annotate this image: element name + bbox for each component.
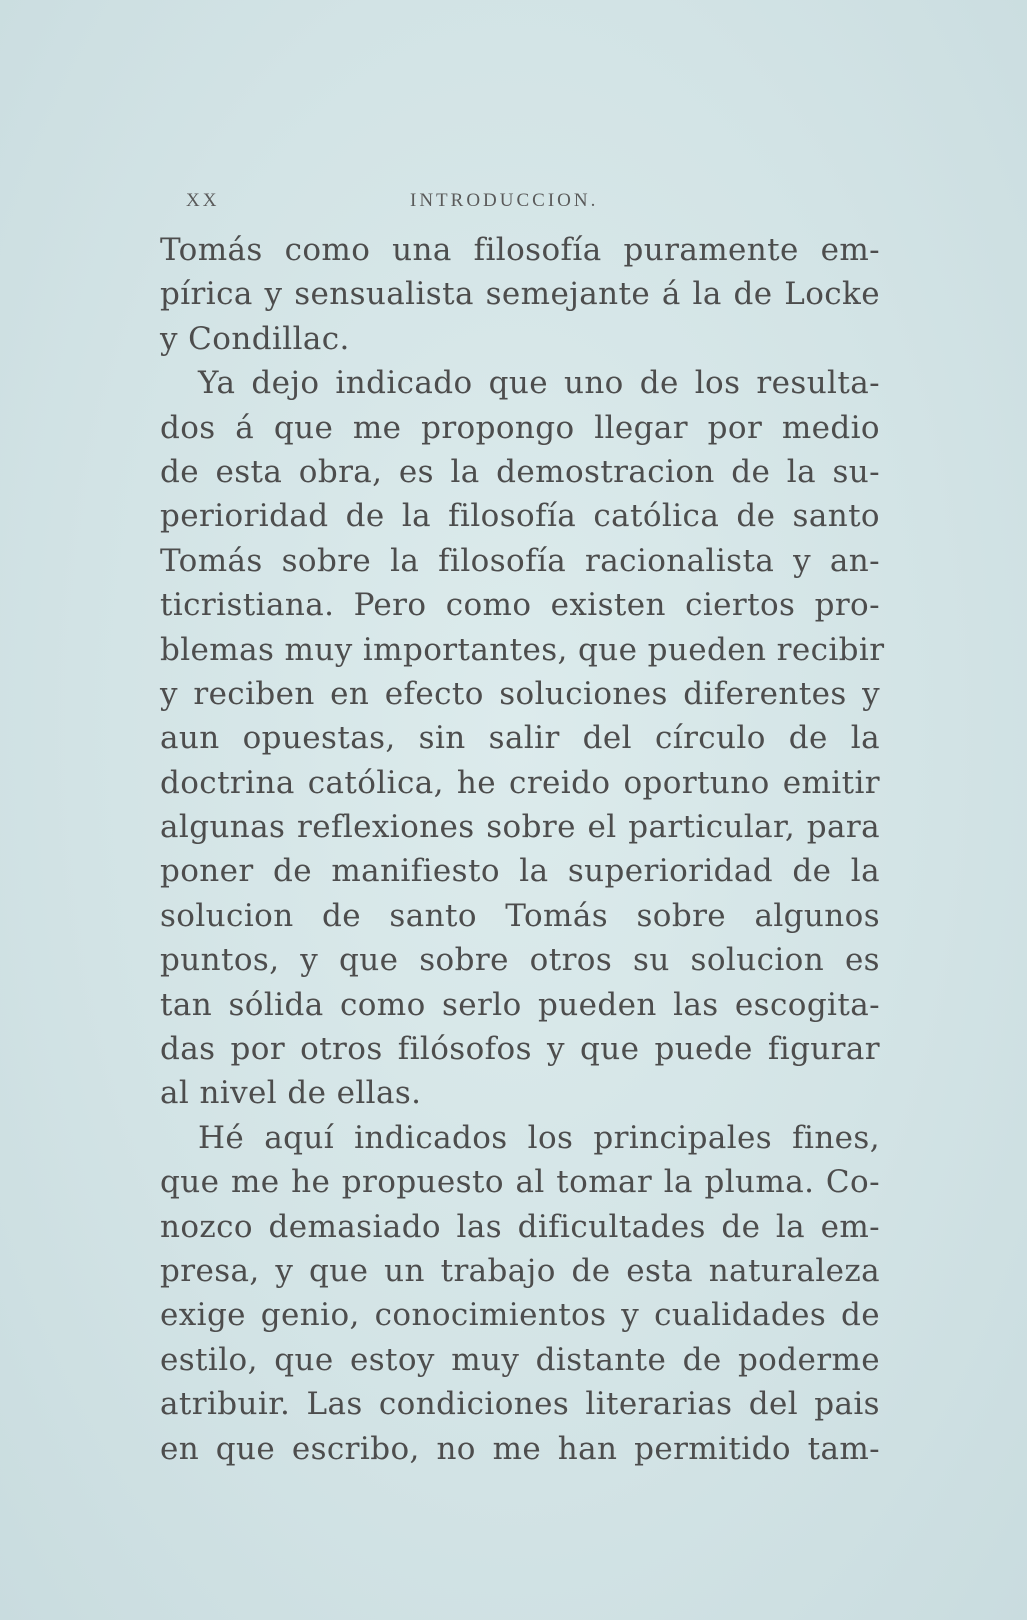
text-line: y reciben en efecto soluciones diferentes y [160,675,880,712]
text-line: estilo, que estoy muy distante de poderme [160,1341,880,1378]
text-line: pírica y sensualista semejante á la de Locke [160,276,880,313]
text-line: solucion de santo Tomás sobre algunos [160,897,880,934]
text-line: doctrina católica, he creido oportuno emitir [160,764,880,801]
text-line: atribuir. Las condiciones literarias del pais [160,1386,880,1423]
text-line: Tomás sobre la filosofía racionalista y an- [160,542,880,579]
text-line: que me he propuesto al tomar la pluma. Co- [160,1164,880,1201]
text-line: poner de manifiesto la superioridad de la [160,853,880,890]
running-title: INTRODUCCION. [410,190,599,211]
text-line: exige genio, conocimientos y cualidades de [160,1297,880,1334]
text-line: Hé aquí indicados los principales fines, [198,1119,880,1156]
text-line: nozco demasiado las dificultades de la em- [160,1208,880,1245]
text-line: Tomás como una filosofía puramente em- [160,232,880,268]
text-line: de esta obra, es la demostracion de la su- [160,453,880,490]
text-line: y Condillac. [160,320,350,357]
text-line: ticristiana. Pero como existen ciertos pro- [160,587,880,624]
text-line: algunas reflexiones sobre el particular, para [160,809,880,846]
text-line: presa, y que un trabajo de esta naturaleza [160,1252,880,1289]
text-line: en que escribo, no me han permitido tam- [160,1430,880,1467]
page-header [160,190,860,220]
text-line: al nivel de ellas. [160,1075,422,1112]
page-number: XX [186,190,220,211]
text-line: blemas muy importantes, que pueden recibir [160,631,885,668]
text-line: aun opuestas, sin salir del círculo de la [160,720,880,757]
text-line: tan sólida como serlo pueden las escogita- [160,986,880,1023]
body-text [160,228,885,1471]
text-line: dos á que me propongo llegar por medio [160,409,880,446]
text-line: perioridad de la filosofía católica de santo [160,498,880,535]
text-line: Ya dejo indicado que uno de los resulta- [198,365,880,402]
text-line: das por otros filósofos y que puede figurar [160,1031,880,1068]
text-line: puntos, y que sobre otros su solucion es [160,942,880,979]
